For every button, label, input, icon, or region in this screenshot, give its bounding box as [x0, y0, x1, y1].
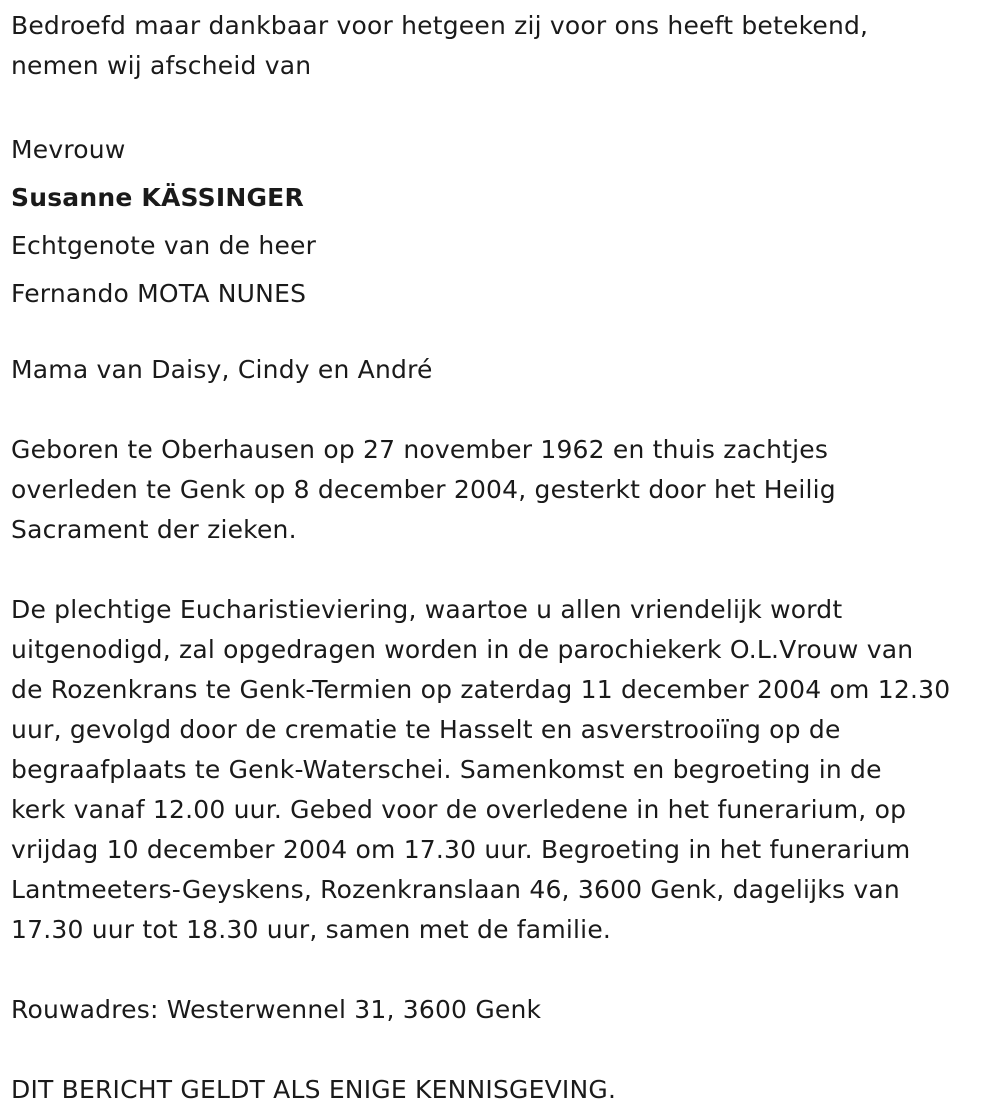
- spouse-name: Fernando MOTA NUNES: [11, 279, 307, 308]
- ceremony-line: begraafplaats te Genk-Waterschei. Samenkomst en begroeting in de: [11, 755, 882, 784]
- ceremony-line: uur, gevolgd door de crematie te Hasselt en asverstrooiïng op de: [11, 715, 841, 744]
- birth-death-paragraph: [11, 430, 996, 550]
- person-relation: Echtgenote van de heer: [11, 231, 317, 260]
- intro-line: nemen wij afscheid van: [11, 51, 312, 80]
- ceremony-line: Lantmeeters-Geyskens, Rozenkranslaan 46, 3600 Genk, dagelijks van: [11, 875, 900, 904]
- person-block: [11, 126, 996, 318]
- ceremony-line: 17.30 uur tot 18.30 uur, samen met de familie.: [11, 915, 612, 944]
- ceremony-line: kerk vanaf 12.00 uur. Gebed voor de overledene in het funerarium, op: [11, 795, 907, 824]
- ceremony-line: vrijdag 10 december 2004 om 17.30 uur. Begroeting in het funerarium: [11, 835, 911, 864]
- spacer: [11, 550, 996, 590]
- ceremony-line: uitgenodigd, zal opgedragen worden in de parochiekerk O.L.Vrouw van: [11, 635, 914, 664]
- birth-death-line: Sacrament der zieken.: [11, 515, 297, 544]
- spacer: [11, 1030, 996, 1070]
- mourning-address: Rouwadres: Westerwennel 31, 3600 Genk: [11, 995, 542, 1024]
- spacer: [11, 950, 996, 990]
- spacer: [11, 86, 996, 126]
- ceremony-paragraph: [11, 590, 996, 950]
- spacer: [11, 318, 996, 350]
- death-notice: [11, 6, 996, 1110]
- intro-paragraph: [11, 6, 996, 86]
- birth-death-line: overleden te Genk op 8 december 2004, gesterkt door het Heilig: [11, 475, 836, 504]
- intro-line: Bedroefd maar dankbaar voor hetgeen zij voor ons heeft betekend,: [11, 11, 869, 40]
- ceremony-line: de Rozenkrans te Genk-Termien op zaterdag 11 december 2004 om 12.30: [11, 675, 951, 704]
- spacer: [11, 390, 996, 430]
- children-line: Mama van Daisy, Cindy en André: [11, 355, 433, 384]
- person-title: Mevrouw: [11, 135, 126, 164]
- person-name: Susanne KÄSSINGER: [11, 183, 304, 212]
- ceremony-line: De plechtige Eucharistieviering, waartoe u allen vriendelijk wordt: [11, 595, 843, 624]
- birth-death-line: Geboren te Oberhausen op 27 november 1962 en thuis zachtjes: [11, 435, 829, 464]
- closing-statement: DIT BERICHT GELDT ALS ENIGE KENNISGEVING.: [11, 1075, 617, 1104]
